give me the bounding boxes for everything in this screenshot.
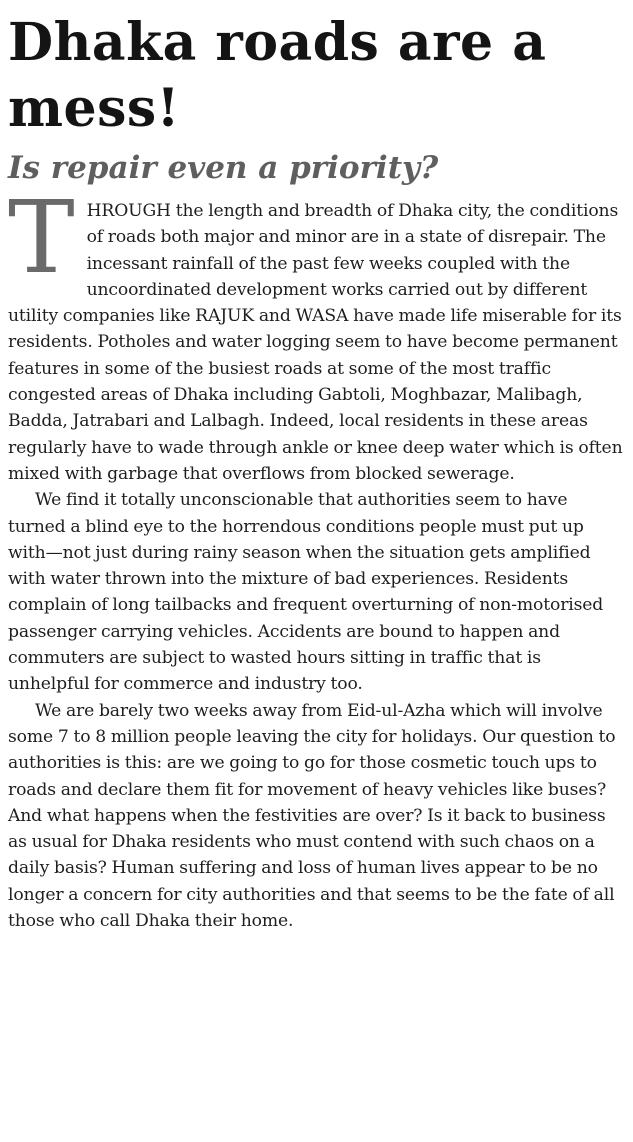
article-body xyxy=(8,179,626,934)
paragraph-1 xyxy=(8,179,626,487)
paragraph-1-text: HROUGH the length and breadth of Dhaka city, the conditions of roads both major and minor are in a state of disrepair. The incessant rainfall of the past few weeks coupled with the uncoordinated development works carried out by different utility companies like RAJUK and WASA have made life miserable for its residents. Potholes and water logging seem to have become permanent features in some of the busiest roads at some of the most traffic congested areas of Dhaka including Gabtoli, Moghbazar, Malibagh, Badda, Jatrabari and Lalbagh. Indeed, local residents in these areas regularly have to wade through ankle or knee deep water which is often mixed with garbage that overflows from blocked sewerage. xyxy=(8,201,623,484)
editorial-article xyxy=(8,0,626,934)
paragraph-3: We are barely two weeks away from Eid-ul-Azha which will involve some 7 to 8 million people leaving the city for holidays. Our question to authorities is this: are we going to go for those cosmetic touch ups to roads and declare them fit for movement of heavy vehicles like buses? And what happens when the festivities are over? Is it back to business as usual for Dhaka residents who must contend with such chaos on a daily basis? Human suffering and loss of human lives appear to be no longer a concern for city authorities and that seems to be the fate of all those who call Dhaka their home. xyxy=(8,700,616,932)
subheadline: Is repair even a priority? xyxy=(8,150,439,186)
paragraph-2: We find it totally unconscionable that authorities seem to have turned a blind eye to the horrendous conditions people must put up with—not just during rainy season when the situation gets amplified with water thrown into the mixture of bad experiences. Residents complain of long tailbacks and frequent overturning of non-motorised passenger carrying vehicles. Accidents are bound to happen and commuters are subject to wasted hours sitting in traffic that is unhelpful for commerce and industry too. xyxy=(8,490,604,695)
headline: Dhaka roads are a mess! xyxy=(8,12,547,139)
drop-cap: T xyxy=(8,179,75,296)
